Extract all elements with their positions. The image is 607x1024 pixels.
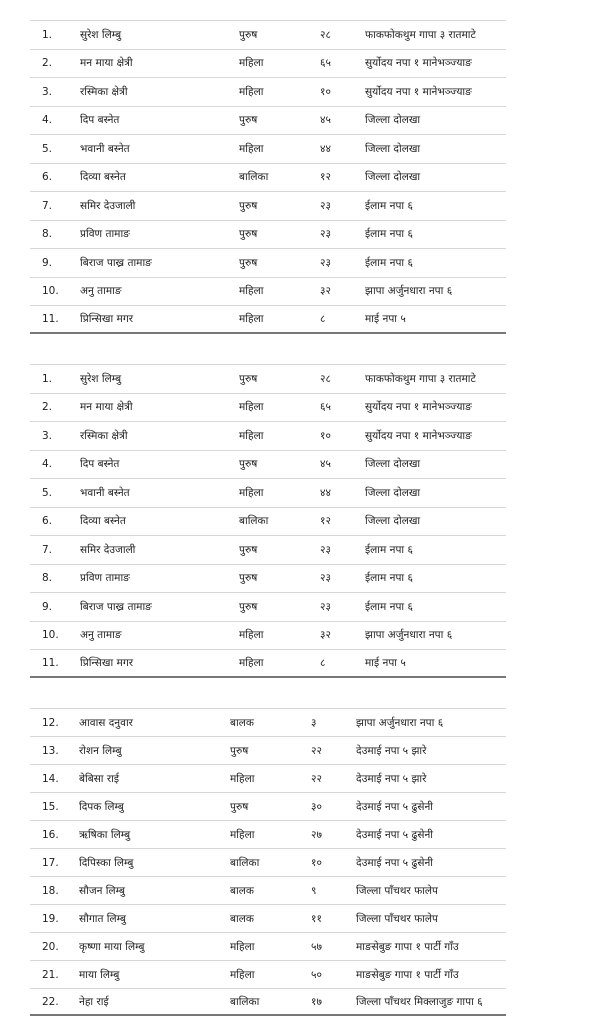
age-cell: १७	[311, 995, 322, 1008]
table-row	[30, 507, 506, 536]
person-name-cell: प्रविण तामाङ	[80, 572, 130, 585]
table-row	[30, 421, 506, 450]
gender-cell: पुरुष	[239, 543, 258, 556]
person-name-cell: रोशन लिम्बु	[79, 744, 122, 757]
row-number-cell: 19.	[42, 912, 59, 925]
address-cell: माई नपा ५	[365, 312, 406, 325]
person-name-cell: रस्मिका क्षेत्री	[80, 429, 128, 442]
row-number-cell: 4.	[42, 458, 53, 471]
row-number-cell: 15.	[42, 800, 59, 813]
table-row	[30, 592, 506, 621]
age-cell: ४४	[320, 486, 331, 499]
gender-cell: महिला	[239, 656, 264, 669]
age-cell: ८	[320, 312, 326, 325]
address-cell: झापा अर्जुनधारा नपा ६	[356, 716, 444, 729]
gender-cell: पुरुष	[239, 572, 258, 585]
person-name-cell: भवानी बस्नेत	[80, 142, 130, 155]
gender-cell: महिला	[239, 486, 264, 499]
age-cell: २३	[320, 256, 331, 269]
table-row	[30, 305, 506, 334]
person-name-cell: बेबिसा राई	[79, 772, 120, 785]
age-cell: ८	[320, 656, 326, 669]
age-cell: ४५	[320, 458, 331, 471]
gender-cell: महिला	[230, 940, 255, 953]
age-cell: २३	[320, 228, 331, 241]
gender-cell: पुरुष	[239, 458, 258, 471]
table-row	[30, 876, 506, 904]
gender-cell: पुरुष	[239, 28, 258, 41]
age-cell: ३०	[311, 800, 322, 813]
person-name-cell: सुरेश लिम्बु	[80, 372, 122, 385]
table-row	[30, 364, 506, 393]
address-cell: सुर्योदय नपा १ मानेभञ्ज्याङ	[365, 401, 472, 414]
row-number-cell: 21.	[42, 968, 59, 981]
address-cell: सुर्योदय नपा १ मानेभञ्ज्याङ	[365, 85, 472, 98]
table-row	[30, 904, 506, 932]
table-row	[30, 820, 506, 848]
row-number-cell: 3.	[42, 85, 53, 98]
table-row	[30, 988, 506, 1016]
table-row	[30, 535, 506, 564]
address-cell: देउमाई नपा ५ ढुसेनी	[356, 856, 434, 869]
table-row	[30, 220, 506, 249]
person-name-cell: सुरेश लिम्बु	[80, 28, 122, 41]
row-number-cell: 4.	[42, 114, 53, 127]
person-name-cell: दिव्या बस्नेत	[80, 171, 126, 184]
gender-cell: पुरुष	[239, 600, 258, 613]
table-row	[30, 736, 506, 764]
person-name-cell: दिप बस्नेत	[80, 114, 120, 127]
person-name-cell: मन माया क्षेत्री	[80, 401, 133, 414]
age-cell: ५७	[311, 940, 322, 953]
table-row	[30, 621, 506, 650]
person-name-cell: अनु तामाङ	[80, 285, 122, 298]
age-cell: २७	[311, 828, 322, 841]
person-name-cell: रस्मिका क्षेत्री	[80, 85, 128, 98]
table-row	[30, 450, 506, 479]
age-cell: २३	[320, 199, 331, 212]
row-number-cell: 2.	[42, 57, 53, 70]
age-cell: ४४	[320, 142, 331, 155]
address-cell: देउमाई नपा ५ झारे	[356, 744, 427, 757]
address-cell: माङसेबुङ गापा १ पार्टी गाँउ	[356, 940, 459, 953]
address-cell: ईलाम नपा ६	[365, 600, 413, 613]
age-cell: २८	[320, 28, 331, 41]
gender-cell: पुरुष	[239, 372, 258, 385]
victim-table-second	[30, 364, 506, 678]
age-cell: २२	[311, 744, 322, 757]
row-number-cell: 12.	[42, 716, 59, 729]
address-cell: फाकफोकथुम गापा ३ रातमाटे	[365, 372, 476, 385]
row-number-cell: 11.	[42, 656, 59, 669]
gender-cell: महिला	[239, 312, 264, 325]
address-cell: सुर्योदय नपा १ मानेभञ्ज्याङ	[365, 57, 472, 70]
row-number-cell: 20.	[42, 940, 59, 953]
row-number-cell: 8.	[42, 572, 53, 585]
gender-cell: बालिका	[230, 856, 260, 869]
address-cell: झापा अर्जुनधारा नपा ६	[365, 285, 453, 298]
table-row	[30, 20, 506, 49]
person-name-cell: समिर देउजाली	[80, 543, 136, 556]
age-cell: १२	[320, 515, 331, 528]
address-cell: जिल्ला दोलखा	[365, 458, 421, 471]
gender-cell: महिला	[239, 57, 264, 70]
row-number-cell: 10.	[42, 285, 59, 298]
row-number-cell: 9.	[42, 256, 53, 269]
gender-cell: पुरुष	[230, 800, 249, 813]
person-name-cell: कृष्णा माया लिम्बु	[79, 940, 145, 953]
row-number-cell: 7.	[42, 199, 53, 212]
row-number-cell: 17.	[42, 856, 59, 869]
gender-cell: महिला	[230, 828, 255, 841]
person-name-cell: प्रविण तामाङ	[80, 228, 130, 241]
table-row	[30, 393, 506, 422]
row-number-cell: 14.	[42, 772, 59, 785]
person-name-cell: आवास दनुवार	[79, 716, 133, 729]
gender-cell: महिला	[239, 629, 264, 642]
row-number-cell: 11.	[42, 312, 59, 325]
gender-cell: बालक	[230, 912, 254, 925]
row-number-cell: 10.	[42, 629, 59, 642]
age-cell: ९	[311, 884, 317, 897]
age-cell: ४५	[320, 114, 331, 127]
row-number-cell: 5.	[42, 142, 53, 155]
table-row	[30, 191, 506, 220]
person-name-cell: दिप बस्नेत	[80, 458, 120, 471]
victim-table-first	[30, 20, 506, 334]
gender-cell: महिला	[230, 772, 255, 785]
person-name-cell: दिव्या बस्नेत	[80, 515, 126, 528]
row-number-cell: 2.	[42, 401, 53, 414]
table-row	[30, 792, 506, 820]
person-name-cell: भवानी बस्नेत	[80, 486, 130, 499]
table-row	[30, 478, 506, 507]
age-cell: १०	[320, 429, 331, 442]
address-cell: जिल्ला दोलखा	[365, 486, 421, 499]
row-number-cell: 16.	[42, 828, 59, 841]
person-name-cell: ऋषिका लिम्बु	[79, 828, 131, 841]
table-row	[30, 134, 506, 163]
age-cell: २८	[320, 372, 331, 385]
gender-cell: पुरुष	[230, 744, 249, 757]
gender-cell: बालक	[230, 716, 254, 729]
row-number-cell: 6.	[42, 515, 53, 528]
person-name-cell: बिराज पाख्र तामाङ	[80, 256, 152, 269]
table-row	[30, 960, 506, 988]
address-cell: जिल्ला दोलखा	[365, 114, 421, 127]
gender-cell: महिला	[239, 401, 264, 414]
gender-cell: बालिका	[239, 171, 269, 184]
address-cell: जिल्ला दोलखा	[365, 142, 421, 155]
address-cell: देउमाई नपा ५ ढुसेनी	[356, 828, 434, 841]
table-row	[30, 49, 506, 78]
address-cell: जिल्ला पाँचथर फालेप	[356, 912, 439, 925]
age-cell: ३२	[320, 629, 331, 642]
age-cell: २३	[320, 543, 331, 556]
address-cell: देउमाई नपा ५ झारे	[356, 772, 427, 785]
table-row	[30, 163, 506, 192]
person-name-cell: सौगात लिम्बु	[79, 912, 127, 925]
gender-cell: पुरुष	[239, 228, 258, 241]
address-cell: झापा अर्जुनधारा नपा ६	[365, 629, 453, 642]
address-cell: सुर्योदय नपा १ मानेभञ्ज्याङ	[365, 429, 472, 442]
person-name-cell: प्रिन्सिखा मगर	[80, 312, 134, 325]
address-cell: ईलाम नपा ६	[365, 228, 413, 241]
person-name-cell: दिपक लिम्बु	[79, 800, 124, 813]
person-name-cell: प्रिन्सिखा मगर	[80, 656, 134, 669]
table-row	[30, 848, 506, 876]
row-number-cell: 1.	[42, 28, 53, 41]
gender-cell: बालक	[230, 884, 254, 897]
table-row	[30, 764, 506, 792]
row-number-cell: 5.	[42, 486, 53, 499]
gender-cell: महिला	[239, 429, 264, 442]
age-cell: १०	[311, 856, 322, 869]
address-cell: ईलाम नपा ६	[365, 572, 413, 585]
age-cell: २३	[320, 600, 331, 613]
gender-cell: महिला	[239, 85, 264, 98]
row-number-cell: 22.	[42, 995, 59, 1008]
row-number-cell: 3.	[42, 429, 53, 442]
row-number-cell: 18.	[42, 884, 59, 897]
gender-cell: पुरुष	[239, 114, 258, 127]
table-row	[30, 564, 506, 593]
person-name-cell: समिर देउजाली	[80, 199, 136, 212]
gender-cell: महिला	[230, 968, 255, 981]
address-cell: ईलाम नपा ६	[365, 256, 413, 269]
person-name-cell: मन माया क्षेत्री	[80, 57, 133, 70]
gender-cell: महिला	[239, 285, 264, 298]
gender-cell: पुरुष	[239, 199, 258, 212]
age-cell: १२	[320, 171, 331, 184]
row-number-cell: 1.	[42, 372, 53, 385]
address-cell: जिल्ला पाँचथर फालेप	[356, 884, 439, 897]
gender-cell: बालिका	[230, 995, 260, 1008]
table-row	[30, 932, 506, 960]
gender-cell: पुरुष	[239, 256, 258, 269]
gender-cell: महिला	[239, 142, 264, 155]
age-cell: ३	[311, 716, 317, 729]
person-name-cell: अनु तामाङ	[80, 629, 122, 642]
age-cell: ६५	[320, 401, 331, 414]
age-cell: २२	[311, 772, 322, 785]
person-name-cell: नेहा राई	[79, 995, 109, 1008]
row-number-cell: 8.	[42, 228, 53, 241]
age-cell: ६५	[320, 57, 331, 70]
row-number-cell: 13.	[42, 744, 59, 757]
address-cell: जिल्ला दोलखा	[365, 171, 421, 184]
table-row	[30, 248, 506, 277]
address-cell: जिल्ला पाँचथर मिक्लाजुङ गापा ६	[356, 995, 483, 1008]
person-name-cell: माया लिम्बु	[79, 968, 120, 981]
address-cell: देउमाई नपा ५ ढुसेनी	[356, 800, 434, 813]
table-row	[30, 708, 506, 736]
gender-cell: बालिका	[239, 515, 269, 528]
age-cell: ३२	[320, 285, 331, 298]
table-row	[30, 77, 506, 106]
table-row	[30, 106, 506, 135]
person-name-cell: सौजन लिम्बु	[79, 884, 126, 897]
person-name-cell: बिराज पाख्र तामाङ	[80, 600, 152, 613]
row-number-cell: 7.	[42, 543, 53, 556]
address-cell: ईलाम नपा ६	[365, 543, 413, 556]
address-cell: जिल्ला दोलखा	[365, 515, 421, 528]
table-row	[30, 277, 506, 306]
address-cell: ईलाम नपा ६	[365, 199, 413, 212]
victim-table-third	[30, 708, 506, 1016]
age-cell: ११	[311, 912, 322, 925]
person-name-cell: दिपिस्का लिम्बु	[79, 856, 134, 869]
address-cell: माई नपा ५	[365, 656, 406, 669]
age-cell: १०	[320, 85, 331, 98]
address-cell: माङसेबुङ गापा १ पार्टी गाँउ	[356, 968, 459, 981]
table-row	[30, 649, 506, 678]
row-number-cell: 6.	[42, 171, 53, 184]
address-cell: फाकफोकथुम गापा ३ रातमाटे	[365, 28, 476, 41]
age-cell: २३	[320, 572, 331, 585]
age-cell: ५०	[311, 968, 322, 981]
row-number-cell: 9.	[42, 600, 53, 613]
